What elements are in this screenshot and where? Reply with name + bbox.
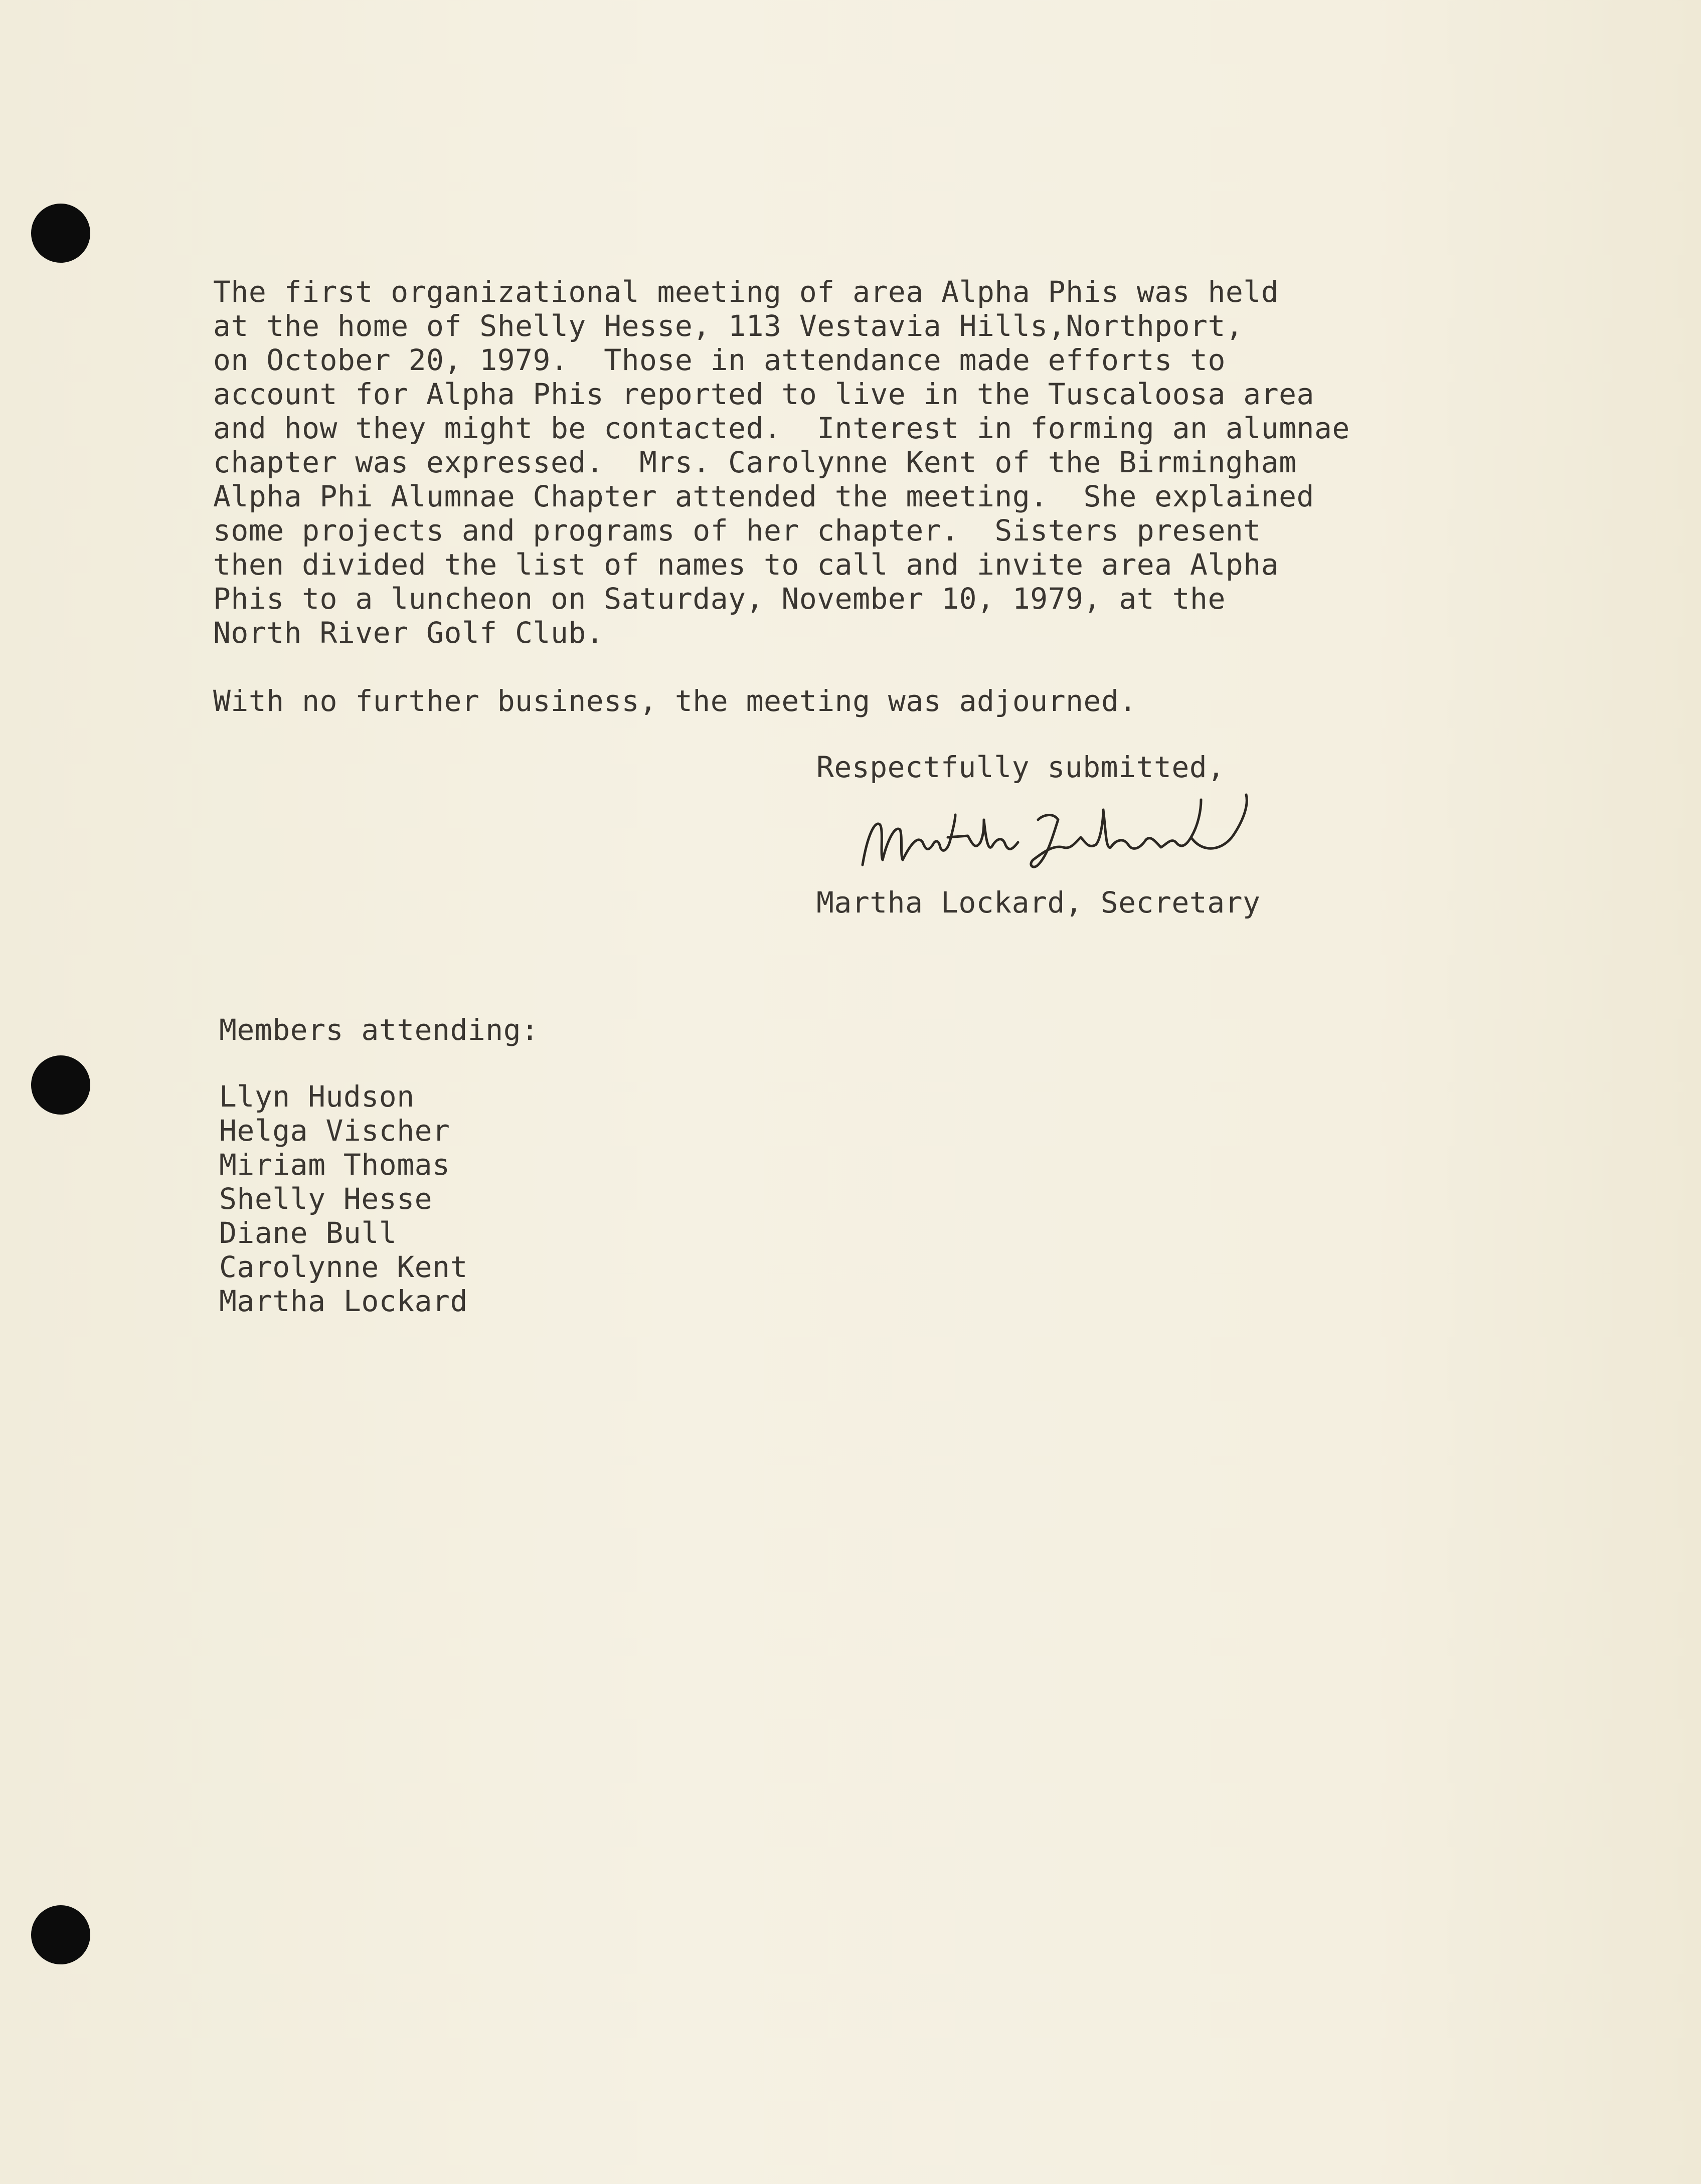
punch-hole-middle <box>31 1055 90 1115</box>
paragraph-line: Alpha Phi Alumnae Chapter attended the meeting. She explained <box>213 479 1314 513</box>
member-item: Miriam Thomas <box>219 1148 450 1182</box>
punch-hole-top <box>31 204 90 263</box>
members-heading: Members attending: <box>219 1013 539 1047</box>
paragraph-line: then divided the list of names to call and invite area Alpha <box>213 548 1279 582</box>
paragraph-line: The first organizational meeting of area Alpha Phis was held <box>213 275 1279 309</box>
member-item: Diane Bull <box>219 1216 397 1250</box>
member-item: Helga Vischer <box>219 1114 450 1148</box>
closing-salutation: Respectfully submitted, <box>816 750 1225 784</box>
paragraph-line: at the home of Shelly Hesse, 113 Vestavia Hills,Northport, <box>213 309 1244 343</box>
paragraph-line: on October 20, 1979. Those in attendance made efforts to <box>213 343 1226 377</box>
paragraph-line: North River Golf Club. <box>213 616 604 650</box>
paragraph-line: some projects and programs of her chapter. Sisters present <box>213 513 1261 548</box>
signer-name-title: Martha Lockard, Secretary <box>816 885 1261 920</box>
closing-sentence: With no further business, the meeting was adjourned. <box>213 684 1137 718</box>
punch-hole-bottom <box>31 1905 90 1964</box>
member-item: Carolynne Kent <box>219 1250 468 1284</box>
paragraph-line: Phis to a luncheon on Saturday, November 10, 1979, at the <box>213 582 1226 616</box>
paragraph-line: account for Alpha Phis reported to live in the Tuscaloosa area <box>213 377 1314 411</box>
paragraph-line: and how they might be contacted. Interest in forming an alumnae <box>213 411 1350 445</box>
member-item: Martha Lockard <box>219 1284 468 1318</box>
handwritten-signature <box>853 790 1254 880</box>
member-item: Llyn Hudson <box>219 1079 415 1114</box>
member-item: Shelly Hesse <box>219 1182 433 1216</box>
paragraph-line: chapter was expressed. Mrs. Carolynne Kent of the Birmingham <box>213 445 1297 479</box>
